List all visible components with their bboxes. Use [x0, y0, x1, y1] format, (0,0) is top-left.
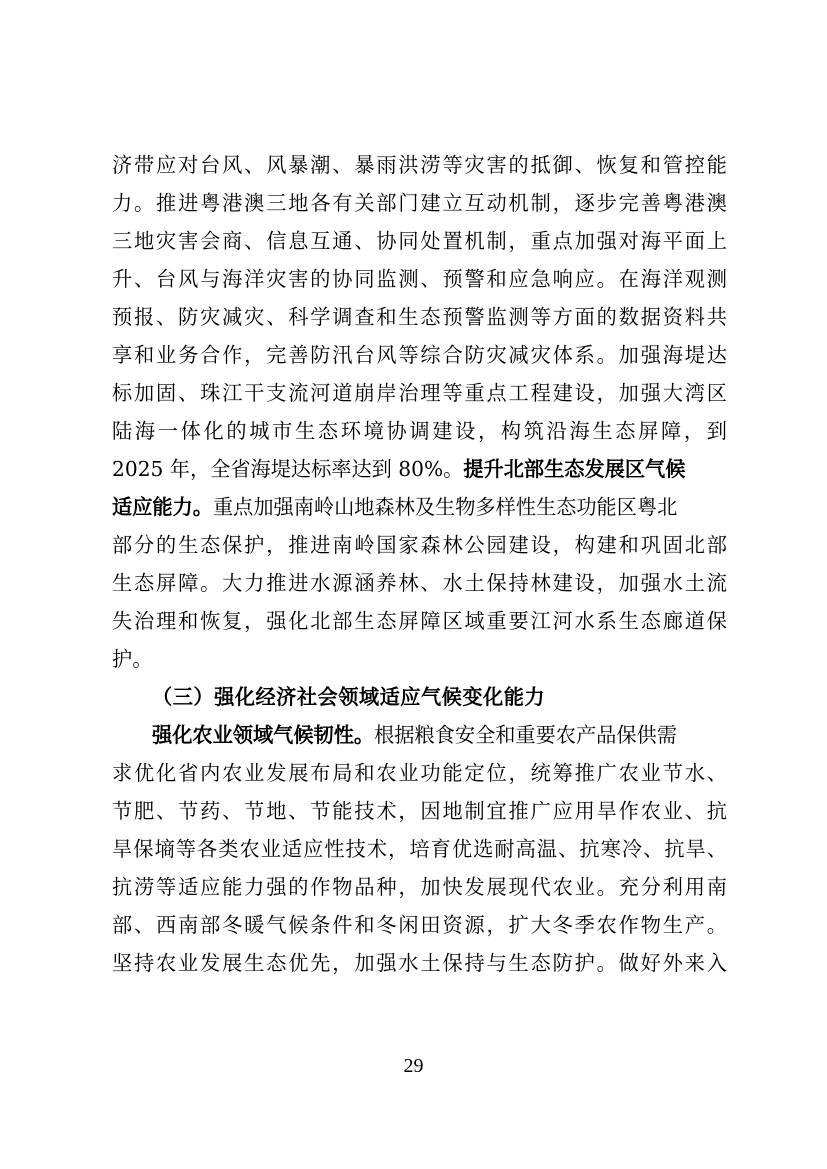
paragraph-line-mixed	[112, 450, 727, 488]
paragraph-line: 生态屏障。大力推进水源涵养林、水土保持林建设，加强水土流	[112, 571, 727, 595]
paragraph-text: 根据粮食安全和重要农产品保供需	[374, 723, 677, 747]
paragraph-text: 2025 年，全省海堤达标率达到 80%。	[112, 457, 464, 481]
paragraph-line-mixed	[112, 488, 727, 526]
paragraph-line: 升、台风与海洋灾害的协同监测、预警和应急响应。在海洋观测	[112, 267, 727, 291]
paragraph-line-mixed	[152, 716, 727, 754]
page-number: 29	[403, 1055, 424, 1077]
bold-lead-text: 适应能力。	[112, 495, 213, 519]
paragraph-line: 部分的生态保护，推进南岭国家森林公园建设，构建和巩固北部	[112, 533, 727, 557]
paragraph-line: 旱保墒等各类农业适应性技术，培育优选耐高温、抗寒冷、抗旱、	[112, 837, 727, 861]
bold-lead-text: 提升北部生态发展区气候	[463, 457, 686, 481]
paragraph-line: 力。推进粤港澳三地各有关部门建立互动机制，逐步完善粤港澳	[112, 191, 727, 215]
paragraph-line: 预报、防灾减灾、科学调查和生态预警监测等方面的数据资料共	[112, 305, 727, 329]
paragraph-line: 济带应对台风、风暴潮、暴雨洪涝等灾害的抵御、恢复和管控能	[112, 153, 727, 177]
paragraph-line: 标加固、珠江干支流河道崩岸治理等重点工程建设，加强大湾区	[112, 381, 727, 405]
paragraph-line: 部、西南部冬暖气候条件和冬闲田资源，扩大冬季农作物生产。	[112, 913, 727, 937]
paragraph-text: 重点加强南岭山地森林及生物多样性生态功能区粤北	[212, 495, 678, 519]
paragraph-line: 三地灾害会商、信息互通、协同处置机制，重点加强对海平面上	[112, 229, 727, 253]
paragraph-line: 求优化省内农业发展布局和农业功能定位，统筹推广农业节水、	[112, 761, 727, 785]
paragraph-line: 坚持农业发展生态优先，加强水土保持与生态防护。做好外来入	[112, 951, 727, 975]
paragraph-line: 护。	[112, 647, 153, 671]
paragraph-line: 节肥、节药、节地、节能技术，因地制宜推广应用旱作农业、抗	[112, 799, 727, 823]
paragraph-line: 陆海一体化的城市生态环境协调建设，构筑沿海生态屏障，到	[112, 419, 727, 443]
bold-lead-text: 强化农业领域气候韧性。	[152, 723, 375, 747]
paragraph-line: 抗涝等适应能力强的作物品种，加快发展现代农业。充分利用南	[112, 875, 727, 899]
paragraph-line: 失治理和恢复，强化北部生态屏障区域重要江河水系生态廊道保	[112, 609, 727, 633]
paragraph-line: 享和业务合作，完善防汛台风等综合防灾减灾体系。加强海堤达	[112, 343, 727, 367]
section-heading: （三）强化经济社会领域适应气候变化能力	[152, 685, 546, 709]
